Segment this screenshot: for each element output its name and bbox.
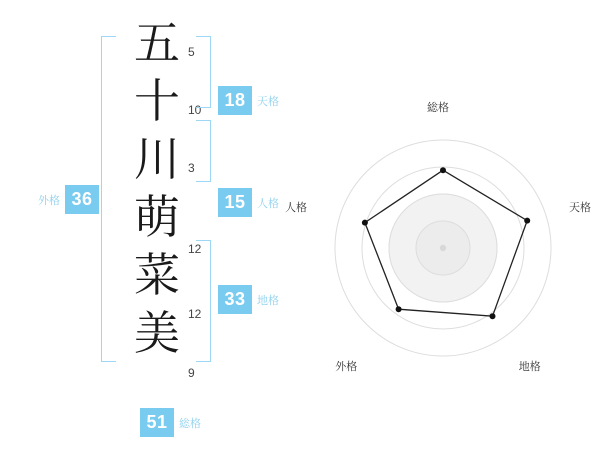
badge-label: 天格 [257, 95, 279, 108]
radar-svg [310, 0, 600, 470]
badge-value: 36 [65, 185, 99, 214]
kanji-char: 川 [134, 132, 180, 186]
kanji-column [126, 14, 188, 362]
badge-value: 51 [140, 408, 174, 437]
badge-value: 15 [218, 188, 252, 217]
badge-label: 外格 [38, 194, 60, 207]
kanji-char: 十 [134, 74, 180, 128]
badge-chikaku [218, 285, 279, 314]
radar-axis-label-soukaku: 総格 [427, 102, 449, 114]
radar-axis-label-gaikaku: 外格 [335, 360, 358, 373]
stroke-count: 3 [188, 161, 195, 175]
bracket-gaikaku [101, 36, 116, 362]
kanji-char: 萌 [134, 190, 180, 244]
badge-tenkaku [218, 86, 279, 115]
badge-label: 総格 [179, 417, 201, 430]
badge-value: 33 [218, 285, 252, 314]
radar-center-dot [440, 245, 446, 251]
bracket-chikaku [196, 240, 211, 362]
stroke-count: 9 [188, 366, 195, 380]
stroke-count: 12 [188, 242, 202, 256]
kanji-char: 五 [134, 16, 180, 70]
badge-label: 地格 [257, 294, 279, 307]
radar-axis-label-jinkaku: 人格 [284, 202, 307, 215]
gokaku-radar-chart [284, 0, 600, 470]
radar-axis-label-tenkaku: 天格 [569, 202, 592, 215]
badge-label: 人格 [257, 197, 279, 210]
badge-value: 18 [218, 86, 252, 115]
stroke-count: 12 [188, 307, 202, 321]
radar-axis-label-chikaku: 地格 [518, 360, 541, 373]
stroke-count: 5 [188, 45, 195, 59]
badge-gaikaku [38, 185, 99, 214]
bracket-jinkaku [196, 120, 211, 182]
kanji-char: 菜 [134, 248, 180, 302]
badge-soukaku [140, 408, 201, 437]
stroke-count: 10 [188, 103, 202, 117]
badge-jinkaku [218, 188, 279, 217]
bracket-tenkaku [196, 36, 211, 108]
kanji-char: 美 [134, 306, 180, 360]
